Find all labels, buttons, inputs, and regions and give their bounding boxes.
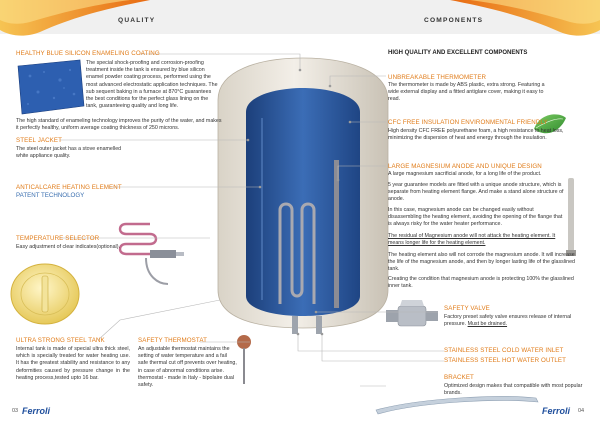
valve-body-text: Factory preset safety valve ensures release of internal pressure.: [444, 314, 572, 328]
safety-valve-picture: [386, 300, 438, 326]
bracket-heading: BRACKET: [444, 374, 474, 381]
water-heater-tank: [218, 58, 388, 334]
thermometer-body: The thermometer is made by ABS plastic, extra strong. Featuring a wide external display and a fitted antiglare cover, making it easy to read.: [388, 82, 545, 103]
tank-heading: ULTRA STRONG STEEL TANK: [16, 337, 105, 344]
anode-p1: A large magnesium sacrificial anode, for a long life of the product.: [388, 171, 542, 177]
enamel-note: The high standard of enameling technology improves the purity of the water, and makes it perfectly healthy, uniform average coating thickness of 250 microns.: [16, 118, 222, 132]
thermostat-heading: SAFETY THERMOSTAT: [138, 337, 207, 344]
inlet-label: STAINLESS STEEL COLD WATER INLET: [444, 347, 564, 354]
right-page-number: 04: [578, 408, 585, 414]
insulation-heading: CFC FREE INSULATION ENVIRONMENTAL FRIENDLY: [388, 119, 548, 126]
selector-heading: TEMPERATURE SELECTOR: [16, 235, 100, 242]
anode-heading: LARGE MAGNESIUM ANODE AND UNIQUE DESIGN: [388, 163, 542, 170]
thermostat-body: An adjustable thermostat maintains the setting of water temperature and a fail safe thermal cut off prevents over heating, in case of abnormal conditions arise. thermostat - made in Italy - bipolaire dual safety.: [138, 346, 237, 389]
left-page-number: 03: [12, 408, 19, 414]
tank-body: Internal tank is made of special ultra thick steel, which is specially treated for water heating use. It has the greatest stability and resistance to any deformities caused by pressure change in the heating process,tested upto 16 bar.: [16, 346, 130, 381]
enamel-swatch: [18, 60, 84, 114]
right-ferroli-logo: Ferroli: [542, 406, 571, 416]
right-intro: HIGH QUALITY AND EXCELLENT COMPONENTS: [388, 50, 528, 56]
jacket-heading: STEEL JACKET: [16, 137, 63, 144]
bracket-body: Optimized design makes that compatible with most popular brands.: [444, 383, 583, 397]
valve-body: [444, 314, 584, 328]
anode-p3: In this case, magnesium anode can be changed easily without disassembling the heating element, avoiding the opening of the flange that is always risky for the water heater performance.: [388, 207, 563, 228]
thermostat-picture: [237, 335, 251, 384]
insulation-body: High density CFC FREE polyurethane foam, a high resistance to heat loss, minimizing the dispersion of heat and energy through the insulation.: [388, 128, 564, 142]
left-header-title: QUALITY: [118, 17, 156, 24]
valve-heading: SAFETY VALVE: [444, 305, 490, 312]
jacket-body: The steel outer jacket has a stove enamelled white appliance quality.: [16, 146, 122, 160]
right-header-title: COMPONENTS: [424, 17, 484, 24]
selector-body: Easy adjustment of clear indicates(optional).: [16, 244, 120, 250]
heating-subheading: PATENT TECHNOLOGY: [16, 192, 85, 199]
left-ferroli-logo: Ferroli: [22, 406, 51, 416]
thermometer-heading: UNBREAKABLE THERMOMETER: [388, 74, 487, 81]
anode-p2: 5 year guarantee models are fitted with a unique anode structure, which is separate from heating element flange. And make a stand alone structure of anode.: [388, 182, 564, 203]
enamel-heading: HEALTHY BLUE SILICON ENAMELING COATING: [16, 50, 160, 57]
outlet-label: STAINLESS STEEL HOT WATER OUTLET: [444, 357, 567, 364]
temperature-dial: [11, 264, 79, 324]
enamel-body: The special shock-proofing and corrosion-proofing treatment inside the tank is ensured by blue silicon enamel powder coating process, performed using the most advanced electrostatic application techniques. The sub sequent baking in a furnace at 870°C guarantees the best conditions for the perfect glass lining on the tank, guaranteeing quality and long life.: [86, 60, 218, 110]
anode-p4: The residual of Magnesium anode will not attack the heating element. It means longer life for the heating element.: [388, 233, 556, 247]
valve-must-drained: Must be drained.: [467, 321, 508, 328]
heating-heading: ANTICALCARE HEATING ELEMENT: [16, 184, 122, 191]
bracket-picture: [376, 397, 538, 415]
anode-p5: The heating element also will not corrode the magnesium anode. It will increase the life of the magnesium anode, and then by longer lasting life of the glasslined tank.: [388, 252, 575, 273]
anode-p6: Creating the condition that magnesium anode is protecting 100% the glasslined inner tank.: [388, 276, 574, 290]
anode-rod: [566, 178, 576, 256]
heating-element-picture: [120, 224, 184, 284]
